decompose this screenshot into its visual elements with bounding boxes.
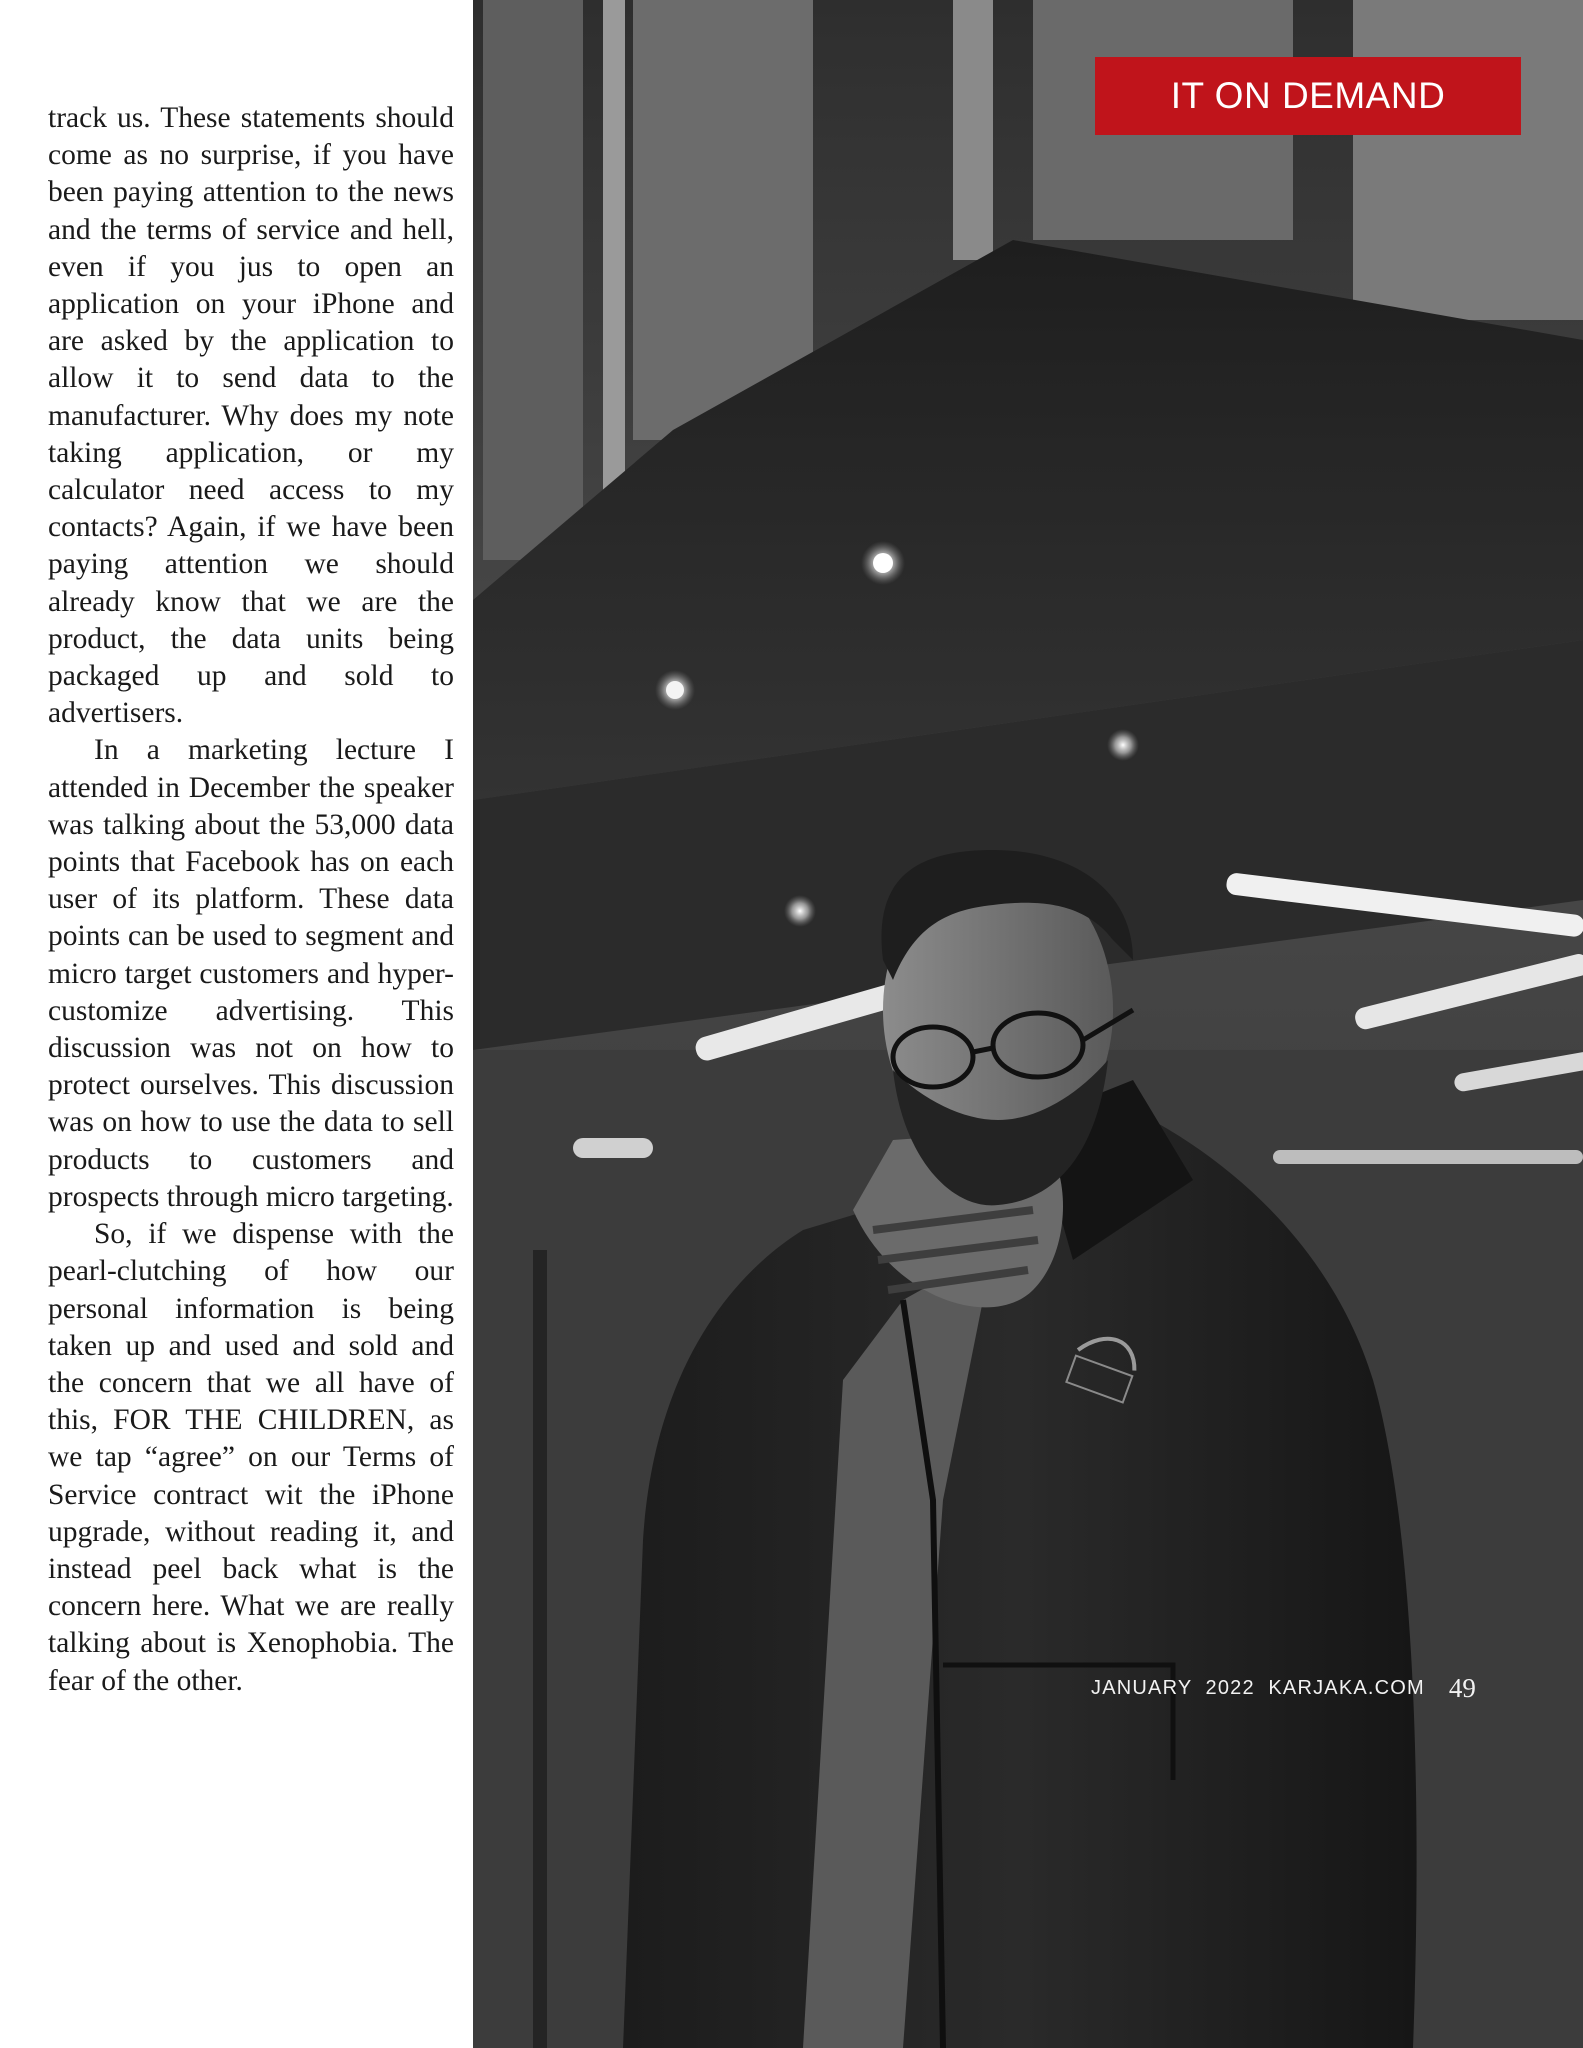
building-pillar [953,0,993,260]
footer-site: KARJAKA.COM [1268,1676,1425,1699]
portrait-photo [473,0,1583,2048]
article-text-column [48,100,454,1700]
ceiling-light [873,553,893,573]
section-tag: IT ON DEMAND [1095,57,1521,135]
page-number: 49 [1448,1672,1476,1703]
article-paragraph: In a marketing lecture I attended in December the speaker was talking about the 53,000 data points that Facebook has on each user of its platform. These data points can be used to segment and micro target customers and hyper-customize advertising. This discussion was not on how to protect ourselves. This discussion was on how to use the data to sell products to customers and prospects through micro targeting. [48,734,454,1213]
building-window [483,0,583,560]
article-paragraph: So, if we dispense with the pearl-clutching of how our personal information is being taken up and used and sold and the concern that we all have of this, FOR THE CHILDREN, as we tap “agree” on our Terms of Service contract wit the iPhone upgrade, without reading it, and instead peel back what is the concern here. What we are really talking about is Xenophobia. The fear of the other. [48,1218,454,1697]
page-footer [1091,1668,1511,1708]
ceiling-light [784,895,816,927]
light-tube [1273,1150,1583,1164]
storefront-frame [533,1250,547,2048]
ceiling-light [1107,729,1139,761]
ceiling-light [666,681,684,699]
light-tube [573,1138,653,1158]
footer-issue: JANUARY 2022 [1091,1676,1255,1699]
article-paragraph: track us. These statements should come as no surprise, if you have been paying attention to the news and the terms of service and hell, even if you jus to open an application on your iPhone and are asked by the application to allow it to send data to the manufacturer. Why does my note taking application, or my calculator need access to my contacts? Again, if we have been paying attention we should already know that we are the product, the data units being packaged up and sold to advertisers. [48,102,454,730]
building-window [1353,0,1583,320]
footer-spacer [1255,1677,1269,1700]
